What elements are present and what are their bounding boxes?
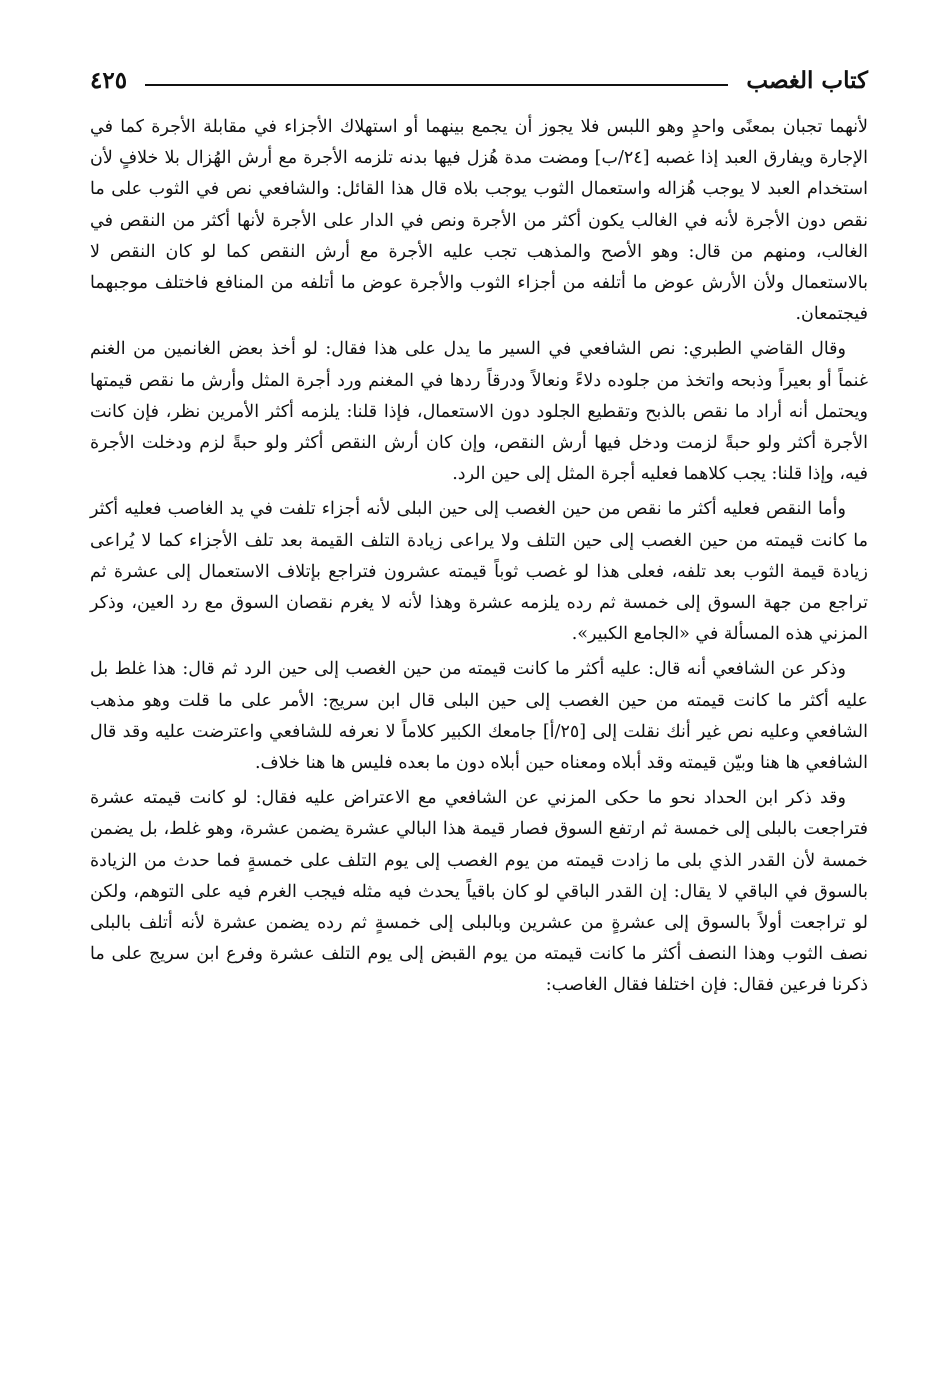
paragraph: وأما النقص فعليه أكثر ما نقص من حين الغصب إلى حين البلى لأنه أجزاء تلفت في يد الغاصب فعليه أكثر ما كانت قيمته من حين الغصب إلى حين التلف ولا يراعى زيادة التلف القيمة بعد تلف الأجزاء كما لا يُراعى زيادة قيمة الثوب بعد تلفه، فعلى هذا لو غصب ثوباً قيمته عشرون فتراجع بإتلاف الاستعمال إلى عشرة ثم تراجع من جهة السوق إلى خمسة ثم رده يلزمه عشرة وهذا لأنه لا يغرم نقصان السوق مع رد العين، وذكر المزني هذه المسألة في «الجامع الكبير». [90,499,868,645]
page-number: ٤٢٥ [90,66,128,94]
book-title: كتاب الغصب [746,66,868,94]
book-page [90,0,868,1375]
paragraph: وذكر عن الشافعي أنه قال: عليه أكثر ما كانت قيمته من حين الغصب إلى حين الرد ثم قال: هذا غلط بل عليه أكثر ما كانت قيمته من حين الغصب إلى حين البلى قال ابن سريج: الأمر على ما قلت وهو مذهب الشافعي وعليه نص غير أنك نقلت إلى [٢٥/أ] جامعك الكبير كلاماً لا نعرفه للشافعي واعترضت عليه وقد قال الشافعي ها هنا وبيّن قيمته وقد أبلاه ومعناه حين أبلاه دون ما بعده فليس ها هنا خلاف. [90,659,868,774]
paragraph: وقال القاضي الطبري: نص الشافعي في السير ما يدل على هذا فقال: لو أخذ بعض الغانمين من الغنم غنماً أو بعيراً وذبحه واتخذ من جلوده دلاءً ونعالاً ودرقاً ردها في المغنم ورد أجرة المثل وأرش ما نقص قيمتها ويحتمل أنه أراد ما نقص بالذبح وتقطيع الجلود دون الاستعمال، فإذا قلنا: يلزمه أكثر الأمرين نظر، فإن كانت الأجرة أكثر ولو حبةً لزمت ودخل فيها أرش النقص، وإن كان أرش النقص أكثر ولو حبةً لزم ودخلت الأجرة فيه، وإذا قلنا: يجب كلاهما فعليه أجرة المثل إلى حين الرد. [90,339,868,485]
body-text [90,112,868,1002]
header-rule [145,84,728,86]
paragraph: وقد ذكر ابن الحداد نحو ما حكى المزني عن الشافعي مع الاعتراض عليه فقال: لو كانت قيمته عشرة فتراجعت بالبلى إلى خمسة ثم ارتفع السوق فصار قيمة هذا البالي عشرة يضمن عشرة، وهو غلط، بل يضمن خمسة لأن القدر الذي بلى ما زادت قيمته من يوم الغصب إلى يوم التلف على خمسةٍ فما حدث من الزيادة بالسوق في الباقي لا يقال: إن القدر الباقي لو كان باقياً يحدث فيه مثله فيجب الغرم فيه على التوهم، ولكن لو تراجعت أولاً بالسوق إلى عشرةٍ من عشرين وبالبلى إلى خمسةٍ ثم رده يضمن عشرة لأنه أتلف بالبلى نصف الثوب وهذا النصف أكثر ما كانت قيمته من يوم القبض إلى يوم التلف عشرة وفرع ابن سريج على ما ذكرنا فرعين فقال: فإن اختلفا فقال الغاصب: [90,788,868,996]
running-header [90,60,868,100]
paragraph: لأنهما تجبان بمعنًى واحدٍ وهو اللبس فلا يجوز أن يجمع بينهما أو استهلاك الأجزاء في مقابلة الأجرة كما في الإجارة ويفارق العبد إذا غصبه [٢٤/ب] ومضت مدة هُزل فيها بدنه تلزمه الأجرة مع أرش الهُزال بلا خلافٍ لأن استخدام العبد لا يوجب هُزاله واستعمال الثوب يوجب بلاه قال هذا القائل: والشافعي نص في الثوب على ما نقص دون الأجرة لأنه في الغالب يكون أكثر من الأجرة ونص في الدار على الأجرة لأنها أكثر من النقص في الغالب، ومنهم من قال: وهو الأصح والمذهب تجب عليه الأجرة مع أرش النقص كما لو كان النقص لا بالاستعمال ولأن الأرش عوض ما أتلفه من أجزاء الثوب والأجرة عوض ما أتلفه من المنافع فاختلف موجبهما فيجتمعان. [90,117,869,325]
